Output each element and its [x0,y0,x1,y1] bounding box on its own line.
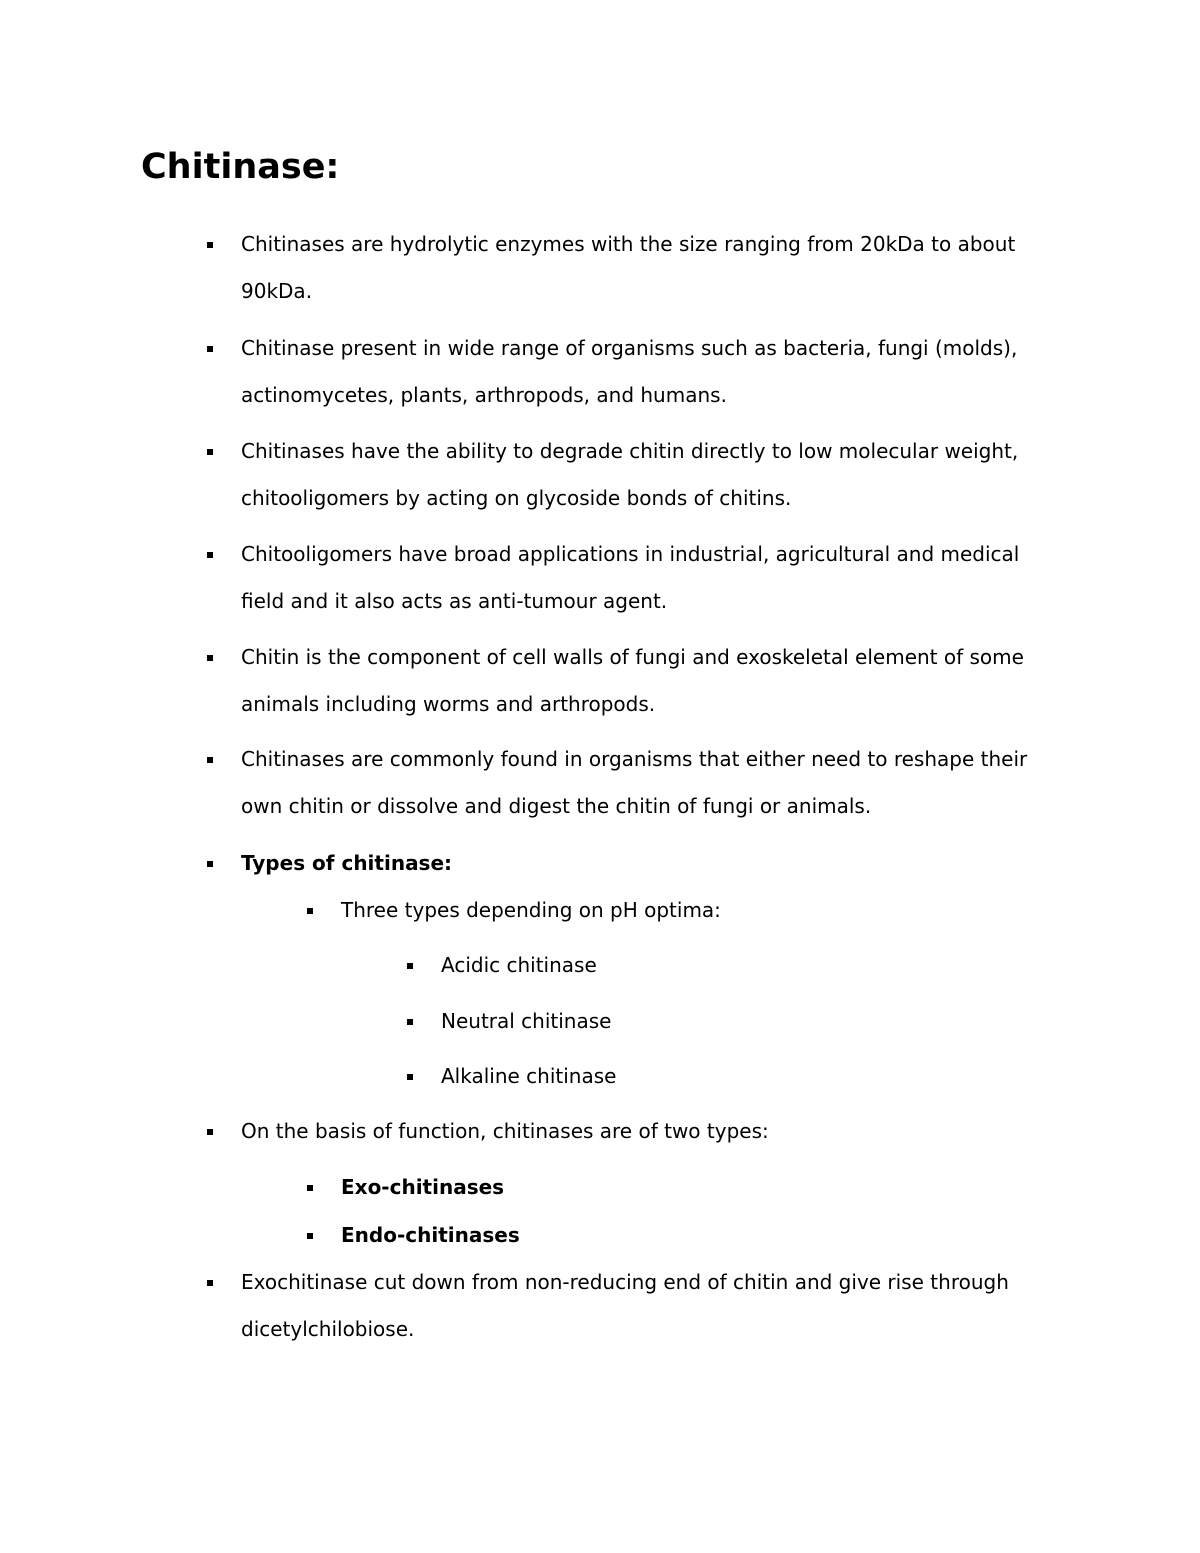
list-item-text-line: Exo-chitinases [341,1175,505,1199]
list-item-text-line: Chitin is the component of cell walls of fungi and exoskeletal element of some [241,645,1024,669]
list-item-text-line: 90kDa. [241,279,313,303]
list-item [241,1259,1009,1353]
list-item-text-line: Chitooligomers have broad applications in industrial, agricultural and medical [241,542,1020,566]
square-bullet-icon [307,908,313,914]
list-item-text-line: Types of chitinase: [241,851,453,875]
square-bullet-icon [407,963,413,969]
square-bullet-icon [307,1233,313,1239]
list-item [241,736,1027,830]
list-item-text-line: Chitinases are commonly found in organisms that either need to reshape their [241,747,1028,771]
list-item-text-line: field and it also acts as anti-tumour agent. [241,589,668,613]
list-item-text-line: dicetylchilobiose. [241,1317,415,1341]
square-bullet-icon [407,1019,413,1025]
list-item [241,634,1024,728]
square-bullet-icon [207,1280,213,1286]
list-item-text-line: Three types depending on pH optima: [341,898,721,922]
list-item [241,531,1019,625]
list-item-text-line: Exochitinase cut down from non-reducing end of chitin and give rise through [241,1270,1009,1294]
square-bullet-icon [207,861,213,867]
list-item-text-line: own chitin or dissolve and digest the chitin of fungi or animals. [241,794,872,818]
list-item-text-line: actinomycetes, plants, arthropods, and humans. [241,383,727,407]
list-item-text-line: Chitinases have the ability to degrade chitin directly to low molecular weight, [241,439,1019,463]
list-item-text-line: On the basis of function, chitinases are of two types: [241,1119,769,1143]
square-bullet-icon [207,552,213,558]
square-bullet-icon [207,449,213,455]
list-item [441,942,597,989]
list-item [241,1108,769,1155]
list-item [341,1164,504,1211]
square-bullet-icon [207,346,213,352]
list-item-text-line: Alkaline chitinase [441,1064,617,1088]
list-item-text-line: Chitinases are hydrolytic enzymes with the size ranging from 20kDa to about [241,232,1016,256]
list-item-text-line: Chitinase present in wide range of organisms such as bacteria, fungi (molds), [241,336,1018,360]
square-bullet-icon [207,655,213,661]
square-bullet-icon [207,242,213,248]
list-item-text-line: chitooligomers by acting on glycoside bonds of chitins. [241,486,792,510]
list-item [341,887,721,934]
square-bullet-icon [407,1074,413,1080]
list-item [241,221,1015,315]
list-item [241,840,452,887]
list-item-text-line: animals including worms and arthropods. [241,692,656,716]
square-bullet-icon [207,757,213,763]
list-item-text-line: Endo-chitinases [341,1223,520,1247]
page-title: Chitinase: [141,147,340,187]
square-bullet-icon [307,1185,313,1191]
list-item-text-line: Acidic chitinase [441,953,597,977]
list-item [241,428,1018,522]
list-item [441,998,611,1045]
list-item-text-line: Neutral chitinase [441,1009,612,1033]
list-item [441,1053,616,1100]
list-item [241,325,1017,419]
list-item [341,1212,520,1259]
square-bullet-icon [207,1129,213,1135]
